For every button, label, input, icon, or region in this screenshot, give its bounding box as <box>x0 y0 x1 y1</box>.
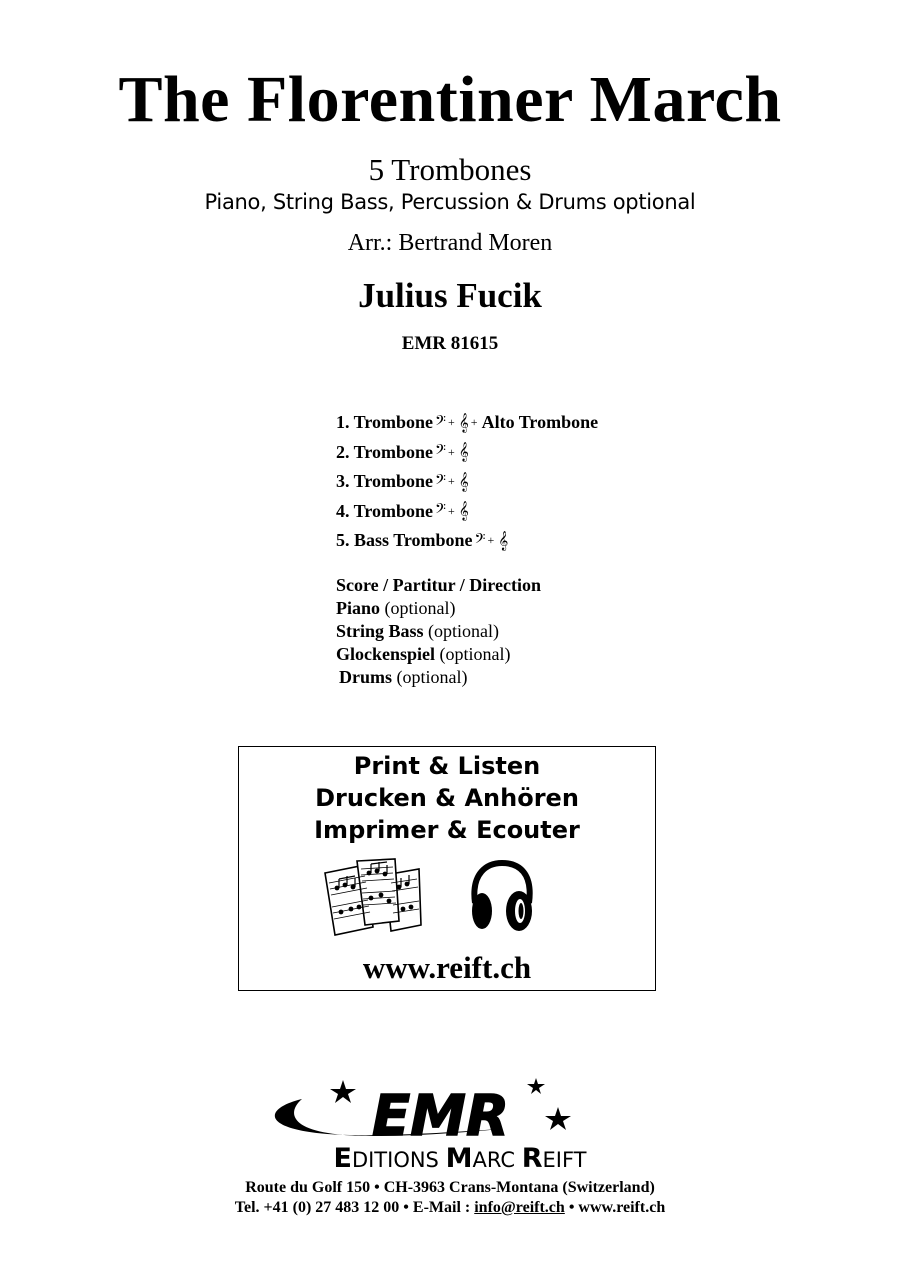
parts-list <box>336 408 598 556</box>
extra-part-item <box>336 667 541 690</box>
part-item <box>336 497 598 527</box>
additional-parts-list <box>336 575 541 690</box>
part-item <box>336 438 598 468</box>
plus-sign: + <box>447 474 455 489</box>
part-item <box>336 526 598 556</box>
publisher-name: EDITIONS MARC REIFT <box>333 1143 587 1174</box>
contact-website[interactable]: • www.reift.ch <box>564 1199 666 1216</box>
part-label: 2. Trombone <box>336 441 434 462</box>
publisher-address: Route du Golf 150 • CH-3963 Crans-Montana (Switzerland) <box>245 1179 655 1196</box>
plus-sign: + <box>447 444 455 459</box>
print-listen-box <box>238 746 656 991</box>
extra-part-item <box>336 598 541 621</box>
logo-emr-text: EMR <box>372 1084 510 1149</box>
instrumentation-line: Piano, String Bass, Percussion & Drums optional <box>204 190 696 214</box>
treble-clef-icon: 𝄞 <box>458 442 469 463</box>
print-listen-heading: Print & Listen <box>353 752 541 780</box>
extra-part-label: Score / Partitur / Direction <box>336 575 541 595</box>
bass-clef-icon: 𝄢 <box>435 471 446 492</box>
part-label: 3. Trombone <box>336 471 434 492</box>
extra-part-item <box>336 621 541 644</box>
print-listen-heading-de: Drucken & Anhören <box>315 784 579 812</box>
plus-sign: + <box>487 533 495 548</box>
part-label: 5. Bass Trombone <box>336 530 473 551</box>
optional-note: (optional) <box>396 667 468 687</box>
bass-clef-icon: 𝄢 <box>435 442 446 463</box>
part-extra-label: Alto Trombone <box>481 412 599 433</box>
extra-part-label: Piano <box>336 598 381 618</box>
part-item <box>336 408 598 438</box>
extra-part-label: String Bass <box>336 621 424 641</box>
publisher-logo <box>240 1075 680 1175</box>
plus-sign: + <box>447 503 455 518</box>
headphones-icon <box>467 859 537 933</box>
arranger-credit: Arr.: Bertrand Moren <box>347 230 553 256</box>
ensemble-subtitle: 5 Trombones <box>368 152 532 187</box>
extra-part-label: Glockenspiel <box>336 644 436 664</box>
part-item <box>336 467 598 497</box>
publisher-contact <box>0 1199 900 1217</box>
extra-part-label: Drums <box>339 667 392 687</box>
bass-clef-icon: 𝄢 <box>435 412 446 433</box>
treble-clef-icon: 𝄞 <box>458 501 469 522</box>
part-label: 4. Trombone <box>336 500 434 521</box>
extra-part-item <box>336 575 541 598</box>
page-title: The Florentiner March <box>118 63 782 136</box>
composer-name: Julius Fucik <box>358 276 542 315</box>
print-listen-heading-fr: Imprimer & Ecouter <box>314 816 580 844</box>
sheet-music-icon <box>321 857 423 937</box>
treble-clef-icon: 𝄞 <box>458 471 469 492</box>
contact-phone: Tel. +41 (0) 27 483 12 00 • E-Mail : <box>234 1199 475 1216</box>
optional-note: (optional) <box>439 644 511 664</box>
treble-clef-icon: 𝄞 <box>458 412 469 433</box>
optional-note: (optional) <box>428 621 500 641</box>
treble-clef-icon: 𝄞 <box>498 530 509 551</box>
bass-clef-icon: 𝄢 <box>474 530 486 551</box>
optional-note: (optional) <box>384 598 456 618</box>
catalog-number: EMR 81615 <box>401 333 499 354</box>
plus-sign: + <box>470 415 478 430</box>
part-label: 1. Trombone <box>336 412 434 433</box>
extra-part-item <box>336 644 541 667</box>
website-link[interactable]: www.reift.ch <box>362 950 532 985</box>
bass-clef-icon: 𝄢 <box>435 501 446 522</box>
plus-sign: + <box>447 415 455 430</box>
email-link[interactable]: info@reift.ch <box>474 1199 565 1216</box>
